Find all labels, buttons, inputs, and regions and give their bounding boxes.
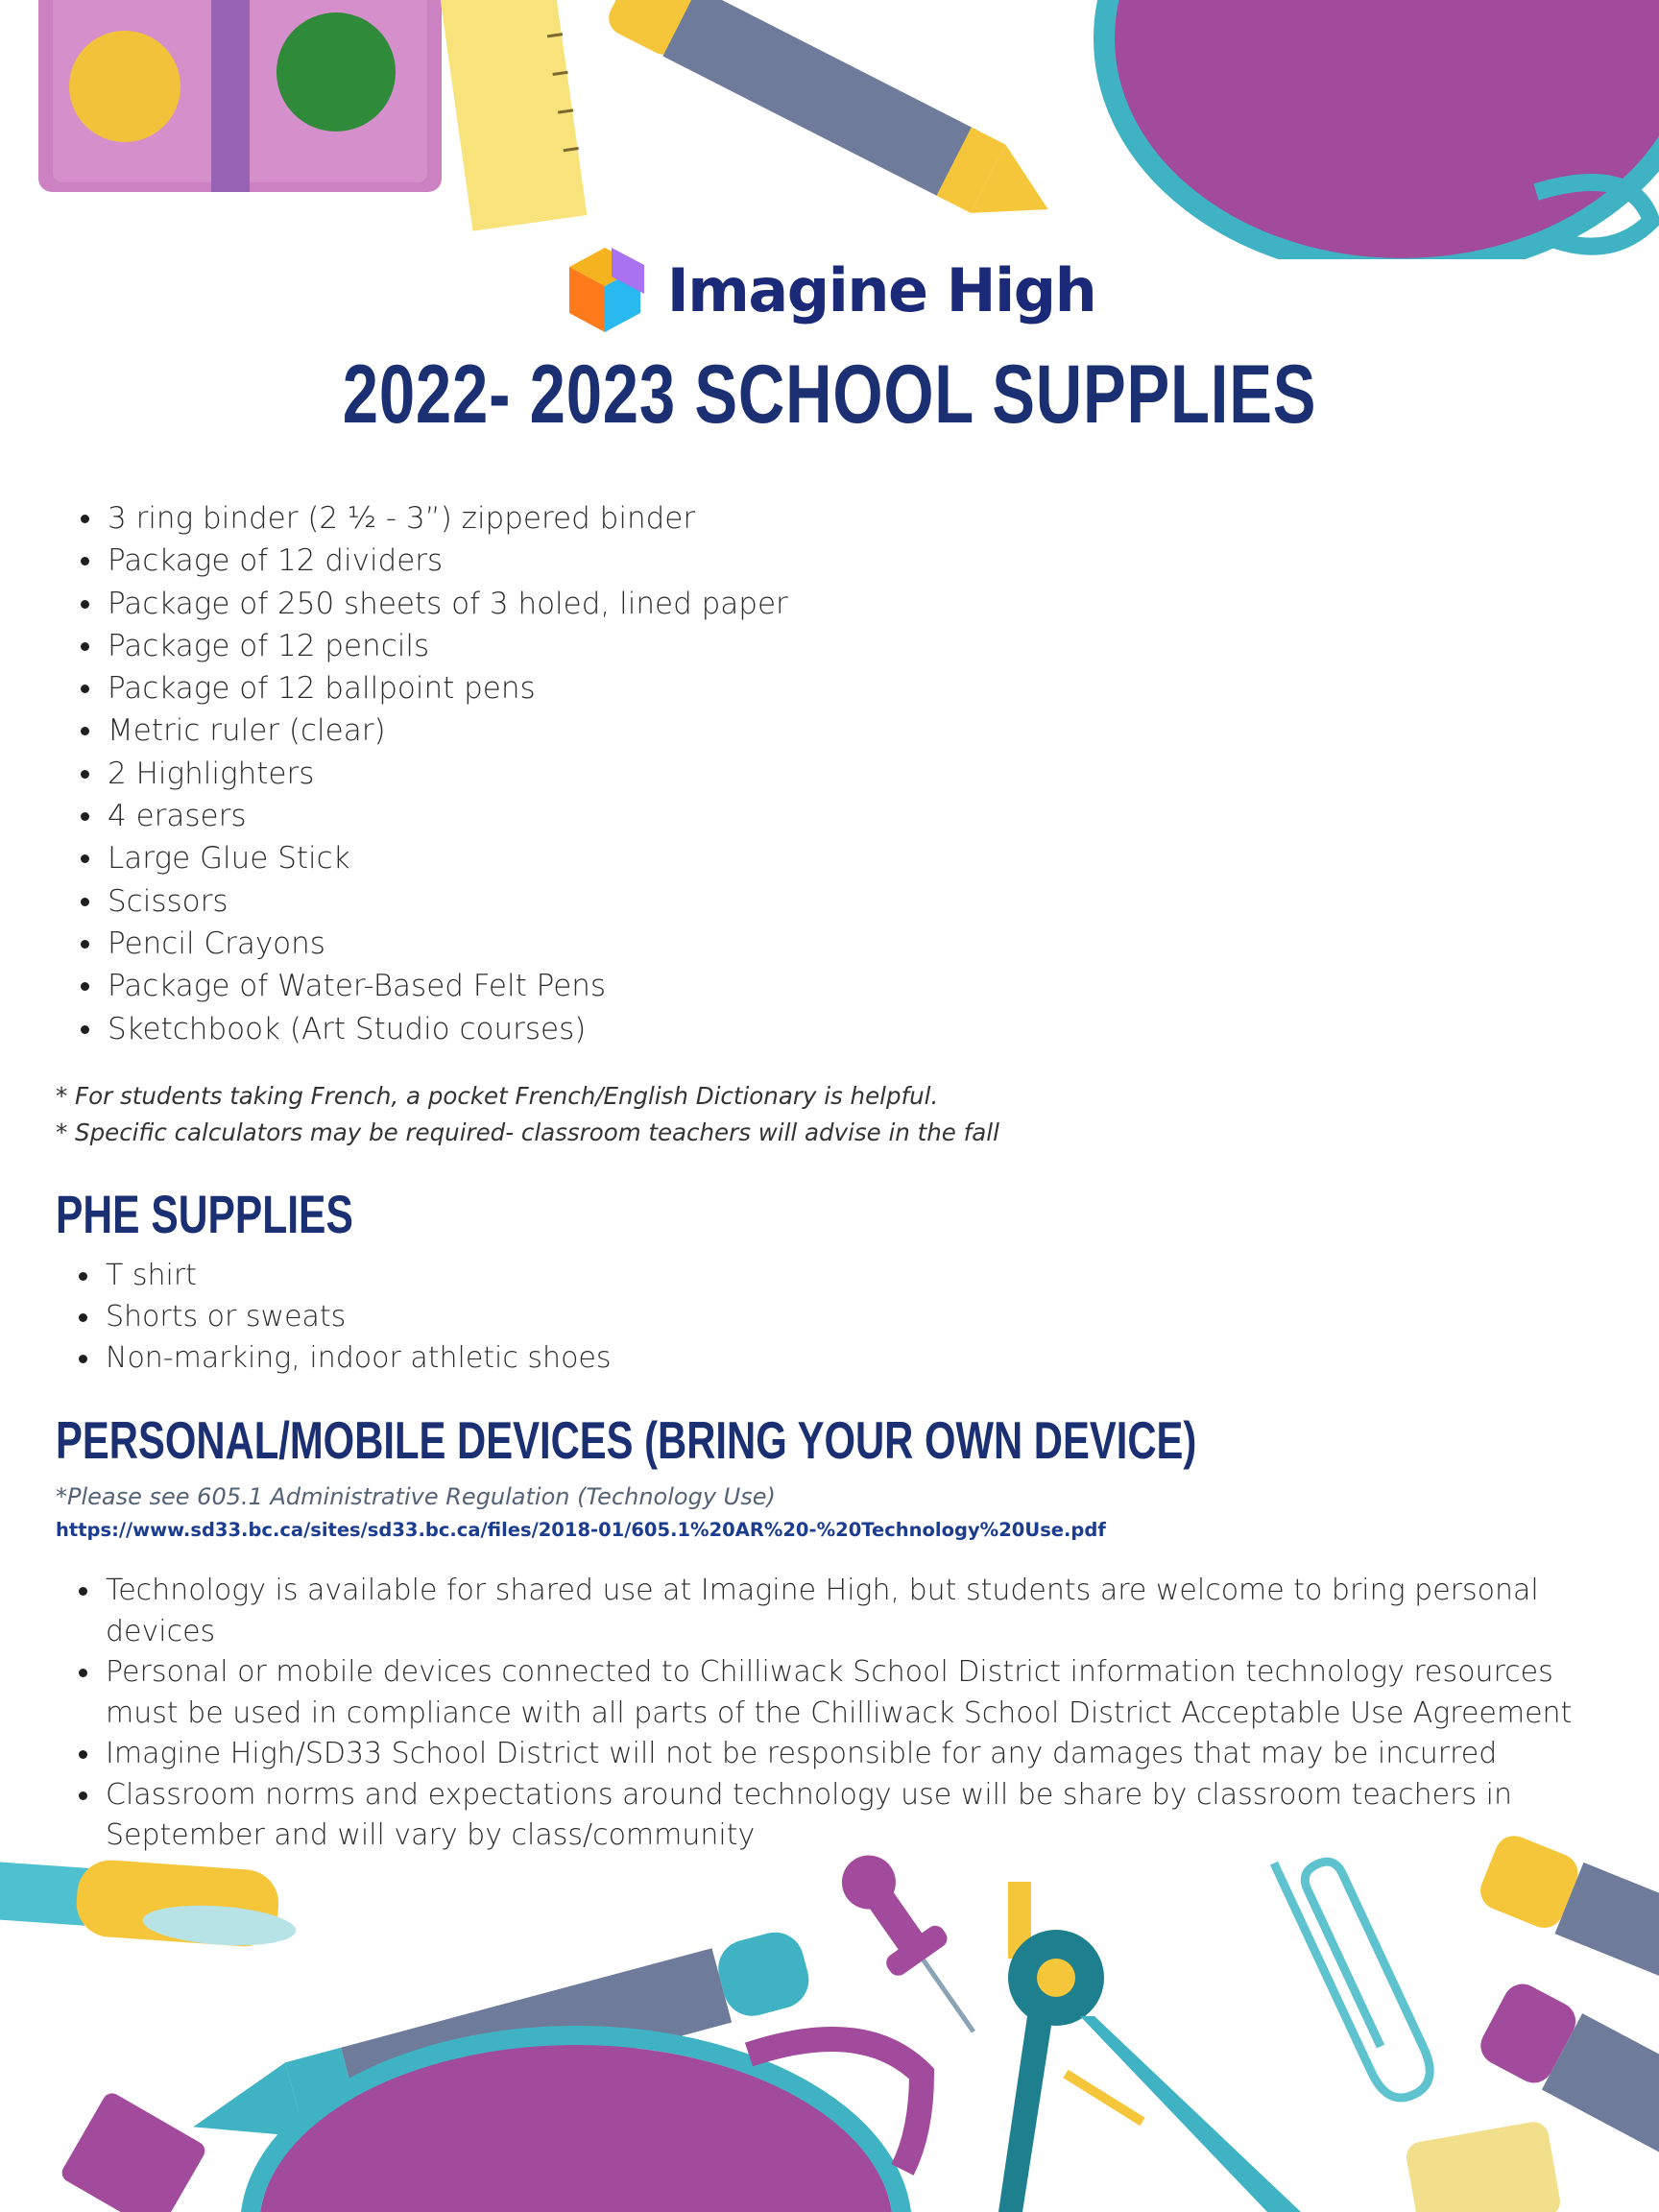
list-item: 2 Highlighters [108, 749, 788, 791]
marker-icon [0, 1851, 300, 1950]
brand-name: Imagine High [666, 254, 1096, 325]
top-decoration [0, 0, 1659, 259]
list-item: Technology is available for shared use at Imagine High, but students are welcome to bring personal devices [106, 1571, 1575, 1652]
supply-notes [56, 1078, 999, 1151]
technology-use-link[interactable]: https://www.sd33.bc.ca/sites/sd33.bc.ca/files/2018-01/605.1%20AR%20-%20Technology%20Use.pdf [56, 1519, 1106, 1541]
list-item: Personal or mobile devices connected to Chilliwack School District information technology resources must be used in compliance with all parts of the Chilliwack School District Acceptable Use Agreement [106, 1652, 1575, 1734]
devices-section-title: PERSONAL/MOBILE DEVICES (BRING YOUR OWN DEVICE) [56, 1410, 1197, 1470]
ruler-icon [437, 0, 588, 231]
sharpener-icon [59, 2090, 208, 2212]
compass-icon [998, 1882, 1301, 2212]
phe-list [106, 1256, 612, 1380]
list-item: Pencil Crayons [108, 919, 788, 961]
list-item: Package of Water-Based Felt Pens [108, 961, 788, 1003]
list-item: Metric ruler (clear) [108, 706, 788, 748]
eraser-icon [1404, 2120, 1562, 2212]
crayon-icon [1475, 1830, 1659, 1991]
list-item: Package of 250 sheets of 3 holed, lined paper [108, 579, 788, 621]
devices-list [106, 1571, 1575, 1857]
list-item: Non-marking, indoor athletic shoes [106, 1338, 612, 1380]
regulation-note: *Please see 605.1 Administrative Regulation (Technology Use) [56, 1483, 776, 1510]
list-item: Shorts or sweats [106, 1297, 612, 1338]
list-item: 3 ring binder (2 ½ - 3”) zippered binder [108, 493, 788, 536]
brand-logo [0, 242, 1659, 338]
list-item: Imagine High/SD33 School District will not be responsible for any damages that may be incurred [106, 1734, 1575, 1775]
french-dictionary-note: * For students taking French, a pocket French/English Dictionary is helpful. [56, 1082, 939, 1110]
list-item: Large Glue Stick [108, 833, 788, 876]
supplies-list [108, 493, 788, 1046]
pencil-case-icon [1104, 0, 1659, 259]
page-title: 2022- 2023 SCHOOL SUPPLIES [342, 349, 1317, 441]
crayon-icon [603, 0, 1066, 244]
list-item: Package of 12 dividers [108, 536, 788, 578]
phe-section-title: PHE SUPPLIES [56, 1184, 353, 1244]
list-item: Package of 12 ballpoint pens [108, 663, 788, 706]
calculator-note: * Specific calculators may be required- classroom teachers will advise in the fall [56, 1118, 999, 1146]
pushpin-icon [826, 1841, 1000, 2052]
list-item: Sketchbook (Art Studio courses) [108, 1004, 788, 1046]
list-item: Scissors [108, 877, 788, 919]
list-item: 4 erasers [108, 791, 788, 833]
paperclip-icon [1274, 1839, 1440, 2106]
palette-icon [38, 0, 442, 192]
list-item: Classroom norms and expectations around technology use will be share by classroom teachers in September and will vary by class/community [106, 1775, 1575, 1857]
list-item: Package of 12 pencils [108, 621, 788, 663]
bottom-decoration [0, 1824, 1659, 2212]
logo-cube-icon [564, 244, 646, 336]
list-item: T shirt [106, 1256, 612, 1297]
